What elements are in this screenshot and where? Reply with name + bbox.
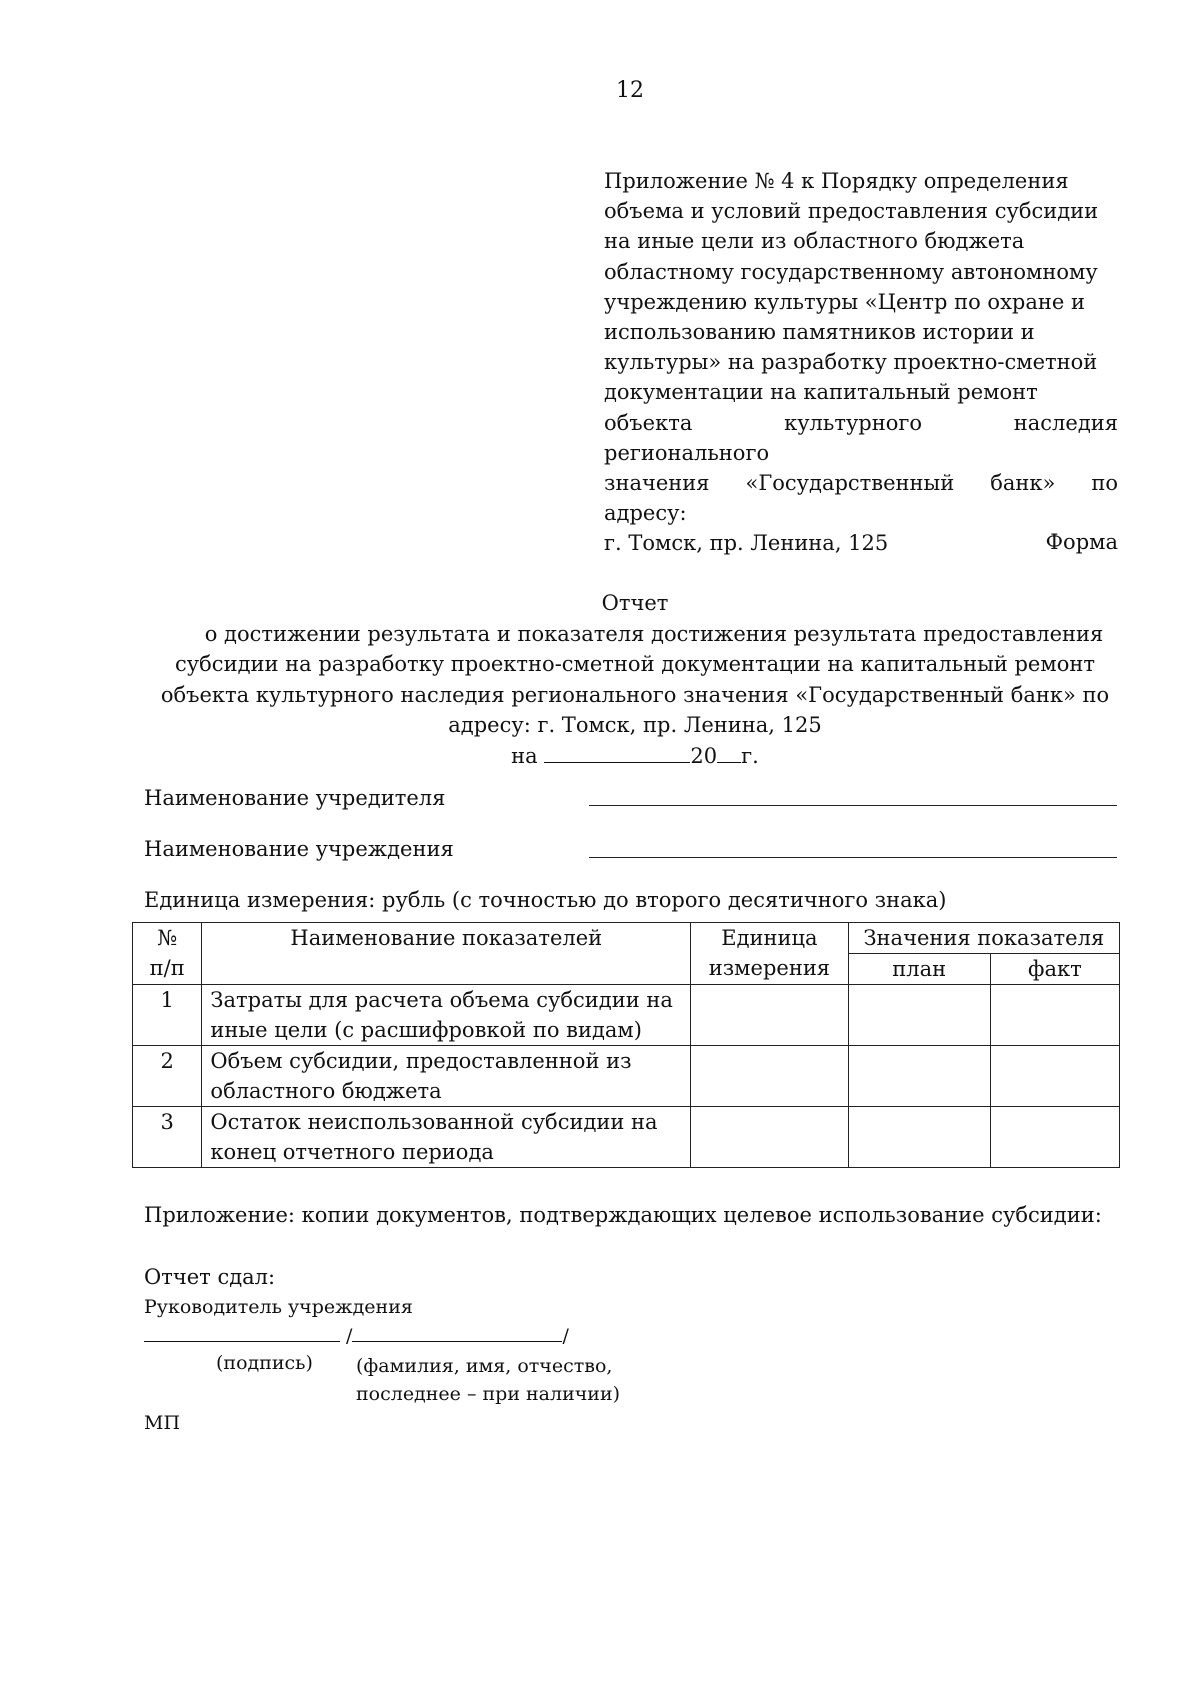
row-fact-cell — [990, 1107, 1119, 1168]
table-row — [133, 1107, 1120, 1168]
header-num: № п/п — [133, 923, 202, 985]
institution-field-line — [589, 857, 1117, 858]
attachment-text: Приложение: копии документов, подтверждающих целевое использование субсидии: — [144, 1203, 1102, 1227]
report-title-line: адресу: г. Томск, пр. Ленина, 125 — [448, 713, 822, 737]
signature-caption: (подпись) — [216, 1352, 313, 1374]
founder-label: Наименование учредителя — [144, 786, 446, 810]
row-unit-cell — [691, 1046, 849, 1107]
page-number: 12 — [616, 78, 644, 103]
appendix-line: использованию памятников истории и — [604, 320, 1035, 345]
appendix-line: объекта культурного наследия регионального — [604, 410, 1118, 465]
header-fact: факт — [990, 954, 1119, 985]
row-plan-cell — [848, 1107, 990, 1168]
name-caption-line: последнее – при наличии) — [356, 1383, 621, 1405]
date-suffix: г. — [741, 743, 759, 768]
header-name: Наименование показателей — [202, 923, 691, 985]
date-century: 20 — [690, 743, 718, 768]
row-num: 1 — [133, 985, 202, 1046]
appendix-line: значения «Государственный банк» по адресу: — [604, 471, 1118, 526]
report-title-line: объекта культурного наследия регионального значения «Государственный банк» по — [160, 682, 1110, 707]
indicators-table — [132, 922, 1120, 1168]
appendix-line: Приложение № 4 к Порядку определения — [604, 169, 1069, 193]
table-header-row — [133, 923, 1120, 954]
row-name: Затраты для расчета объема субсидии на иные цели (с расшифровкой по видам) — [202, 985, 691, 1046]
row-fact-cell — [990, 1046, 1119, 1107]
stamp-place: МП — [144, 1412, 181, 1434]
submitted-by-heading: Отчет сдал: — [144, 1265, 276, 1289]
appendix-note — [604, 166, 1118, 559]
table-row — [133, 985, 1120, 1046]
unit-of-measure: Единица измерения: рубль (с точностью до второго десятичного знака) — [144, 888, 947, 912]
name-caption — [356, 1352, 620, 1408]
table-row — [133, 1046, 1120, 1107]
row-plan-cell — [848, 1046, 990, 1107]
name-caption-line: (фамилия, имя, отчество, — [356, 1355, 613, 1377]
appendix-line: на иные цели из областного бюджета — [604, 229, 1025, 254]
appendix-line: документации на капитальный ремонт — [604, 380, 1038, 405]
appendix-line: объема и условий предоставления субсидии — [604, 199, 1099, 224]
report-title — [140, 588, 1130, 771]
appendix-line: учреждению культуры «Центр по охране и — [604, 289, 1085, 314]
founder-field-line — [589, 805, 1117, 806]
appendix-line: г. Томск, пр. Ленина, 125 — [604, 531, 889, 556]
institution-label: Наименование учреждения — [144, 837, 454, 861]
row-num: 3 — [133, 1107, 202, 1168]
row-num: 2 — [133, 1046, 202, 1107]
header-values: Значения показателя — [848, 923, 1119, 954]
row-plan-cell — [848, 985, 990, 1046]
signature-blank — [144, 1323, 340, 1342]
form-label: Форма — [1045, 530, 1118, 554]
year-blank — [717, 742, 741, 763]
appendix-line: областному государственному автономному — [604, 259, 1098, 284]
report-title-line: о достижении результата и показателя достижения результата предоставления — [204, 621, 1104, 646]
row-unit-cell — [691, 985, 849, 1046]
date-prefix: на — [511, 743, 538, 768]
name-blank — [352, 1323, 562, 1342]
row-fact-cell — [990, 985, 1119, 1046]
header-unit: Единица измерения — [691, 923, 849, 985]
header-plan: план — [848, 954, 990, 985]
row-name: Объем субсидии, предоставленной из областного бюджета — [202, 1046, 691, 1107]
report-date-line — [140, 741, 1130, 772]
report-title-line: субсидии на разработку проектно-сметной документации на капитальный ремонт — [175, 652, 1095, 676]
row-name: Остаток неиспользованной субсидии на конец отчетного периода — [202, 1107, 691, 1168]
report-heading: Отчет — [601, 591, 669, 615]
appendix-line: культуры» на разработку проектно-сметной — [604, 350, 1098, 375]
row-unit-cell — [691, 1107, 849, 1168]
date-blank — [544, 742, 690, 763]
signer-role: Руководитель учреждения — [144, 1296, 413, 1318]
signature-lines: / / — [144, 1323, 569, 1347]
